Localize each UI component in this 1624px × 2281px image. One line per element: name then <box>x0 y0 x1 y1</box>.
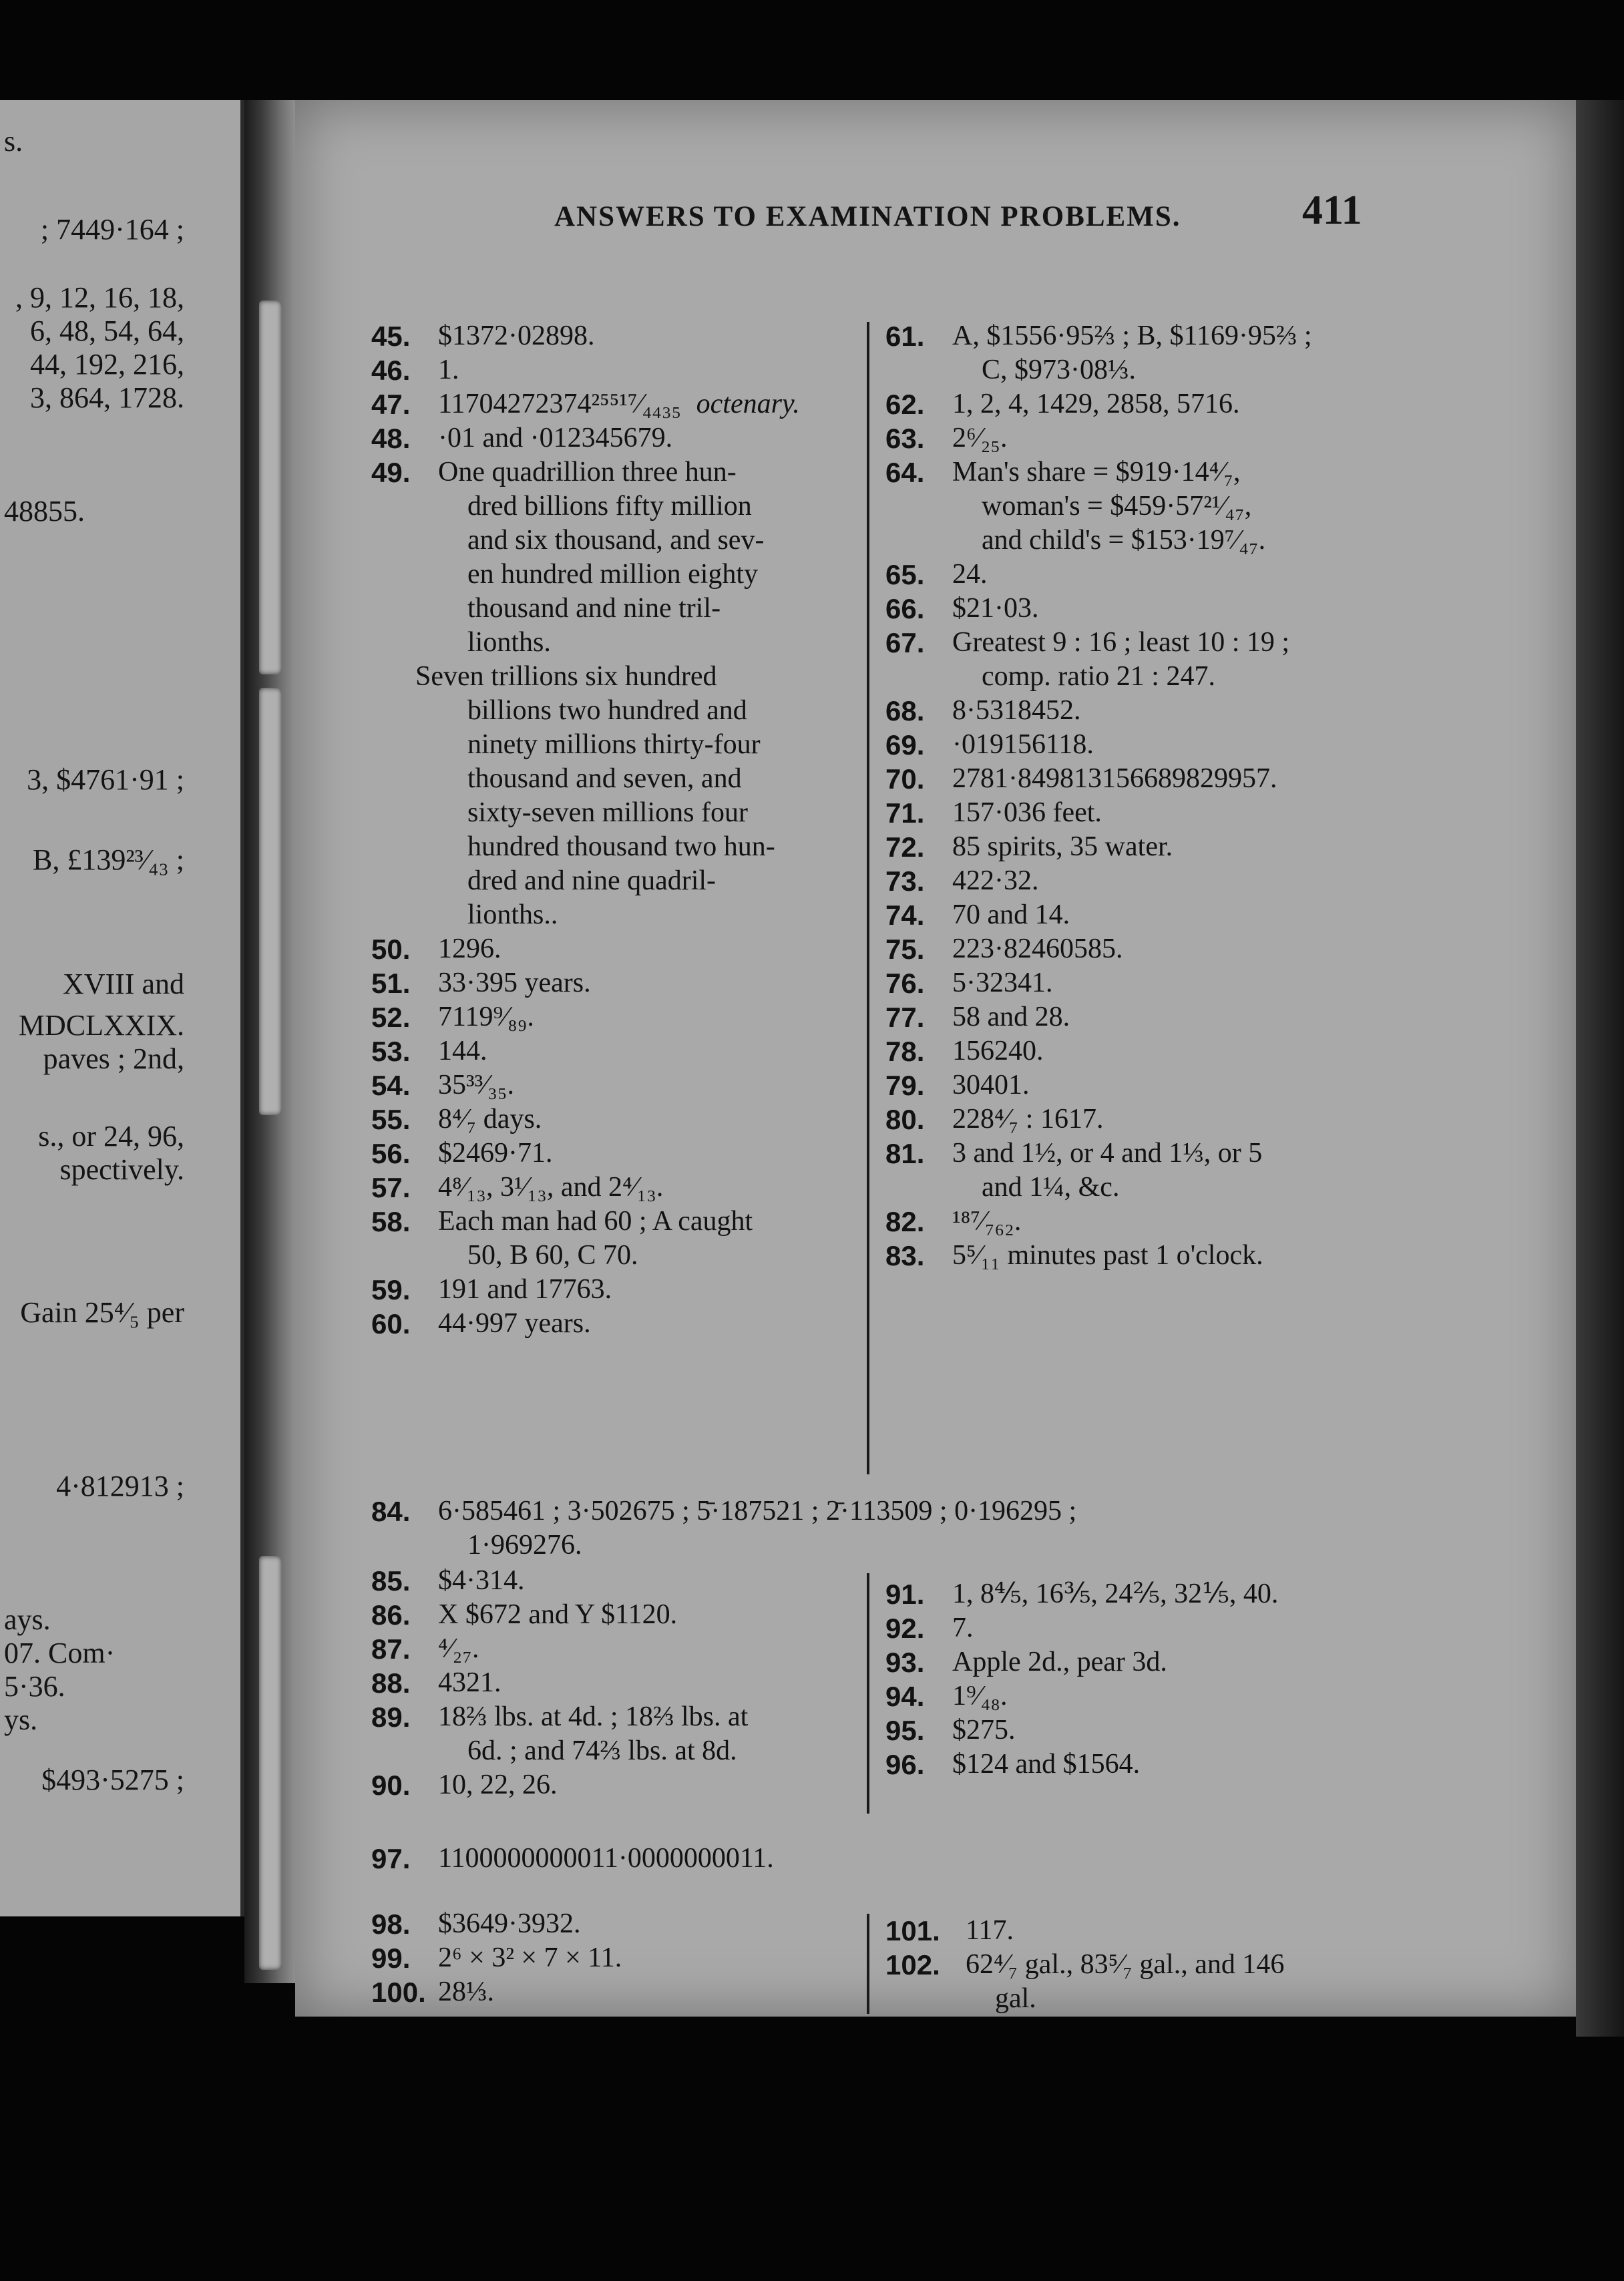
answer-line: dred billions fifty million <box>467 491 752 522</box>
answer-text <box>952 626 1289 694</box>
answer-line: $4·314. <box>438 1565 525 1596</box>
answer-entry <box>371 455 852 660</box>
facing-page-text: 07. Com· <box>4 1637 116 1669</box>
answer-entry <box>371 1171 852 1205</box>
problem-number: 79. <box>885 1070 925 1101</box>
answer-line: 18⅔ lbs. at 4d. ; 18⅔ lbs. at <box>438 1701 749 1732</box>
answer-line: $2469·71. <box>438 1138 553 1169</box>
problem-number: 61. <box>885 321 925 352</box>
answer-text <box>952 1068 1030 1102</box>
answer-text <box>438 1136 553 1171</box>
answer-full-width <box>371 1842 1373 1876</box>
facing-page-text: spectively. <box>59 1153 184 1186</box>
problem-number: 47. <box>371 389 411 420</box>
answer-entry <box>885 387 1500 421</box>
answer-text <box>438 1632 479 1666</box>
answer-line: 1100000000011·0000000011. <box>438 1843 774 1874</box>
answer-line: 50, B 60, C 70. <box>467 1240 638 1271</box>
answer-line: thousand and seven, and <box>467 763 742 794</box>
answer-entry <box>885 1068 1500 1102</box>
problem-number: 102. <box>885 1949 940 1981</box>
answer-entry <box>885 1747 1500 1782</box>
answer-text <box>438 455 764 660</box>
answer-entry <box>371 1000 852 1034</box>
problem-number: 101. <box>885 1915 940 1946</box>
answer-text <box>952 387 1240 421</box>
answer-entry <box>885 1914 1500 1948</box>
answer-text <box>952 1136 1262 1205</box>
problem-number: 71. <box>885 797 925 829</box>
answer-line: 5·32341. <box>952 968 1053 998</box>
answer-line: ·019156118. <box>952 729 1094 760</box>
book-page <box>295 100 1576 2017</box>
answer-text <box>952 558 988 592</box>
problem-number: 59. <box>371 1274 411 1305</box>
answer-line: 156240. <box>952 1036 1044 1066</box>
answer-text <box>438 1273 612 1307</box>
answer-line: ·01 and ·012345679. <box>438 423 673 453</box>
answer-text <box>438 1666 501 1700</box>
answer-line: $124 and $1564. <box>952 1749 1141 1780</box>
answer-text <box>438 1034 487 1068</box>
answer-line: 228⁴⁄₇ : 1617. <box>952 1104 1104 1134</box>
answer-text <box>952 1239 1263 1273</box>
problem-number: 99. <box>371 1942 411 1974</box>
answer-text <box>952 1000 1070 1034</box>
answer-entry <box>885 830 1500 864</box>
answer-entry <box>885 421 1500 455</box>
answer-line: 8⁴⁄₇ days. <box>438 1104 542 1134</box>
answer-full-width <box>371 1494 1373 1563</box>
problem-number: 56. <box>371 1138 411 1169</box>
answer-text <box>952 1611 974 1645</box>
answer-line: 144. <box>438 1036 487 1066</box>
answer-text <box>438 1102 542 1136</box>
answer-line: 30401. <box>952 1070 1030 1100</box>
problem-number: 50. <box>371 934 411 965</box>
answer-line: Apple 2d., pear 3d. <box>952 1647 1167 1677</box>
answers-column-right <box>885 319 1500 1273</box>
answer-entry <box>885 1611 1500 1645</box>
answer-text <box>952 1577 1278 1611</box>
answer-text <box>952 864 1039 898</box>
answer-text <box>438 1907 581 1941</box>
problem-number: 70. <box>885 763 925 795</box>
answer-entry <box>885 1679 1500 1713</box>
answer-line: 2⁶ × 3² × 7 × 11. <box>438 1942 622 1973</box>
problem-number: 85. <box>371 1565 411 1597</box>
answer-line: $1372·02898. <box>438 321 595 351</box>
problem-number: 58. <box>371 1206 411 1237</box>
answers-column-left <box>371 319 852 1341</box>
answer-line: 1, 2, 4, 1429, 2858, 5716. <box>952 389 1240 419</box>
problem-number: 64. <box>885 457 925 488</box>
answer-entry <box>885 694 1500 728</box>
column-divider <box>867 1914 869 2014</box>
answer-line: 3 and 1½, or 4 and 1⅓, or 5 <box>952 1138 1263 1169</box>
answer-entry <box>885 558 1500 592</box>
answer-entry <box>371 319 852 353</box>
answer-entry <box>371 1941 852 1975</box>
facing-page-text: paves ; 2nd, <box>43 1042 184 1075</box>
problem-number: 49. <box>371 457 411 488</box>
answer-entry <box>885 1136 1500 1205</box>
facing-page-text: ys. <box>4 1703 38 1736</box>
answer-entry <box>371 387 852 421</box>
answer-line: 157·036 feet. <box>952 797 1102 828</box>
answer-entry <box>371 1564 852 1598</box>
answer-text <box>438 387 800 421</box>
answer-entry <box>371 1768 852 1802</box>
problem-number: 82. <box>885 1206 925 1237</box>
answer-entry <box>885 864 1500 898</box>
answer-text <box>438 1941 622 1975</box>
answer-text <box>952 421 1007 455</box>
answer-line: ⁴⁄₂₇. <box>438 1633 479 1664</box>
answer-line: 1⁹⁄₄₈. <box>952 1681 1008 1711</box>
answer-text <box>438 1307 591 1341</box>
problem-number: 80. <box>885 1104 925 1135</box>
problem-number: 73. <box>885 865 925 897</box>
answer-entry <box>885 319 1500 387</box>
problem-number: 88. <box>371 1667 411 1699</box>
answer-line: 422·32. <box>952 865 1039 896</box>
answer-entry <box>371 1307 852 1341</box>
problem-number: 51. <box>371 968 411 999</box>
answer-entry <box>885 898 1500 932</box>
answer-entry <box>371 1842 1373 1876</box>
answer-line: Greatest 9 : 16 ; least 10 : 19 ; <box>952 627 1290 658</box>
column-divider <box>867 322 869 1474</box>
answer-text <box>438 1494 1076 1563</box>
answer-line: $3649·3932. <box>438 1908 581 1939</box>
answer-line: lionths. <box>467 627 551 658</box>
answer-line: 191 and 17763. <box>438 1274 612 1305</box>
problem-number: 45. <box>371 321 411 352</box>
facing-page-text: 3, 864, 1728. <box>30 381 184 414</box>
problem-number: 100. <box>371 1977 426 2008</box>
answer-text <box>952 1034 1044 1068</box>
answer-entry <box>885 1000 1500 1034</box>
answer-line: comp. ratio 21 : 247. <box>982 661 1215 692</box>
problem-number: 52. <box>371 1002 411 1033</box>
problem-number: 57. <box>371 1172 411 1203</box>
problem-number: 78. <box>885 1036 925 1067</box>
answer-line: lionths.. <box>467 899 558 930</box>
facing-page-text: 4·812913 ; <box>56 1470 184 1502</box>
answer-text <box>952 1645 1167 1679</box>
problem-number: 87. <box>371 1633 411 1665</box>
answer-text <box>952 796 1102 830</box>
answer-line: 11704272374²⁵⁵¹⁷⁄₄₄₃₅ octenary. <box>438 389 800 419</box>
answer-line: thousand and nine tril- <box>467 593 721 624</box>
problem-number: 92. <box>885 1613 925 1644</box>
problem-number: 46. <box>371 355 411 386</box>
facing-page-text: B, £139²³⁄₄₃ ; <box>33 843 184 876</box>
answer-line: 10, 22, 26. <box>438 1770 558 1800</box>
answers-column-right <box>885 1914 1500 2016</box>
answer-entry <box>885 1239 1500 1273</box>
problem-number: 81. <box>885 1138 925 1169</box>
answer-text <box>438 1205 753 1273</box>
column-divider <box>867 1573 869 1814</box>
problem-number: 91. <box>885 1579 925 1610</box>
answer-line: woman's = $459·57²¹⁄₄₇, <box>982 491 1252 522</box>
binding-stitch <box>259 1556 282 1970</box>
problem-number: 76. <box>885 968 925 999</box>
answers-column-left <box>371 1564 852 1802</box>
answer-text <box>438 1768 558 1802</box>
answer-text <box>952 898 1070 932</box>
facing-page-fragment <box>0 100 244 1916</box>
problem-number: 93. <box>885 1647 925 1678</box>
answer-line: One quadrillion three hun- <box>438 457 737 487</box>
problem-number: 84. <box>371 1496 411 1527</box>
answer-line: 223·82460585. <box>952 934 1123 964</box>
answer-entry <box>371 1068 852 1102</box>
problem-number: 69. <box>885 729 925 761</box>
problem-number: 65. <box>885 559 925 590</box>
answer-line: 2⁶⁄₂₅. <box>952 423 1008 453</box>
book-gutter <box>244 100 295 1983</box>
answer-text <box>952 728 1094 762</box>
answer-text <box>415 660 775 932</box>
problem-number: 74. <box>885 899 925 931</box>
answer-entry <box>371 660 852 932</box>
answer-entry <box>371 1598 852 1632</box>
answer-text <box>952 932 1123 966</box>
answer-text <box>438 932 501 966</box>
facing-page-text: Gain 25⁴⁄₅ per <box>20 1296 184 1329</box>
answer-text <box>438 966 591 1000</box>
answer-entry <box>371 1136 852 1171</box>
answer-entry <box>371 1494 1373 1563</box>
facing-page-text: 6, 48, 54, 64, <box>30 315 184 347</box>
answer-entry <box>371 932 852 966</box>
facing-page-text: , 9, 12, 16, 18, <box>15 281 184 314</box>
answer-line: Each man had 60 ; A caught <box>438 1206 753 1237</box>
answer-line: 1. <box>438 355 459 385</box>
answer-entry <box>885 966 1500 1000</box>
answer-line: sixty-seven millions four <box>467 797 748 828</box>
answer-line: and six thousand, and sev- <box>467 525 765 556</box>
answer-entry <box>885 1102 1500 1136</box>
answer-line: ¹⁸⁷⁄₇₆₂. <box>952 1206 1022 1237</box>
answer-text <box>438 421 672 455</box>
answer-text <box>438 1068 514 1102</box>
problem-number: 90. <box>371 1770 411 1801</box>
answer-text <box>966 1914 1014 1948</box>
answer-text <box>952 762 1277 796</box>
facing-page-text: 5·36. <box>4 1670 65 1703</box>
problem-number: 54. <box>371 1070 411 1101</box>
answer-text <box>952 1205 1021 1239</box>
answers-column-left <box>371 1907 852 2009</box>
answer-entry <box>885 728 1500 762</box>
answer-line: 1, 8⅘, 16⅗, 24⅖, 32⅕, 40. <box>952 1579 1279 1609</box>
facing-page-text: s., or 24, 96, <box>38 1120 184 1153</box>
answer-line: 35³³⁄₃₅. <box>438 1070 514 1100</box>
facing-page-text: MDCLXXIX. <box>18 1009 184 1042</box>
answer-entry <box>371 1273 852 1307</box>
facing-page-text: XVIII and <box>62 968 184 1000</box>
problem-number: 75. <box>885 934 925 965</box>
answer-text <box>438 1842 774 1876</box>
answer-entry <box>371 1975 852 2009</box>
problem-number: 66. <box>885 593 925 624</box>
answer-entry <box>885 1645 1500 1679</box>
problem-number: 98. <box>371 1908 411 1940</box>
answer-line: 85 spirits, 35 water. <box>952 831 1173 862</box>
problem-number: 96. <box>885 1749 925 1780</box>
answer-entry <box>885 1948 1500 2016</box>
answer-text <box>952 1679 1007 1713</box>
facing-page-text: 3, $4761·91 ; <box>27 763 184 796</box>
answer-line: 70 and 14. <box>952 899 1070 930</box>
answer-text <box>438 1975 494 2009</box>
problem-number: 95. <box>885 1715 925 1746</box>
answer-entry <box>371 1034 852 1068</box>
answer-entry <box>371 1700 852 1768</box>
answer-line: hundred thousand two hun- <box>467 831 775 862</box>
answer-line: gal. <box>995 1983 1036 2014</box>
problem-number: 86. <box>371 1599 411 1631</box>
answer-entry <box>885 1577 1500 1611</box>
answer-line: 62⁴⁄₇ gal., 83⁵⁄₇ gal., and 146 <box>966 1949 1285 1980</box>
answer-line: 6·585461 ; 3·502675 ; 5̄·187521 ; 2̄·113509 ; 0·196295 ; <box>438 1496 1077 1526</box>
page-edge-shadow <box>1576 100 1624 2037</box>
answer-entry <box>371 1907 852 1941</box>
answer-text <box>952 1102 1103 1136</box>
answer-entry <box>885 796 1500 830</box>
answer-entry <box>371 1666 852 1700</box>
answer-text <box>952 966 1053 1000</box>
problem-number: 55. <box>371 1104 411 1135</box>
answer-line: Man's share = $919·14⁴⁄₇, <box>952 457 1241 487</box>
facing-page-text: 44, 192, 216, <box>30 348 184 381</box>
answer-entry <box>371 1205 852 1273</box>
answer-entry <box>885 932 1500 966</box>
answer-text <box>438 1171 663 1205</box>
answer-line: 2781·849813156689829957. <box>952 763 1277 794</box>
answer-line: $21·03. <box>952 593 1039 624</box>
problem-number: 83. <box>885 1240 925 1271</box>
answer-entry <box>885 1205 1500 1239</box>
problem-number: 48. <box>371 423 411 454</box>
answer-text <box>952 1713 1016 1747</box>
page-number: 411 <box>1302 188 1362 233</box>
answer-text <box>952 319 1312 387</box>
binding-stitch <box>259 688 282 1115</box>
answer-text <box>438 353 459 387</box>
answer-line: X $672 and Y $1120. <box>438 1599 678 1630</box>
answer-line: ninety millions thirty-four <box>467 729 761 760</box>
answer-line: 7. <box>952 1613 974 1643</box>
answer-text <box>952 455 1265 558</box>
answer-line: 1296. <box>438 934 501 964</box>
answer-entry <box>371 421 852 455</box>
answer-entry <box>885 1034 1500 1068</box>
answer-text <box>438 1000 534 1034</box>
problem-number: 72. <box>885 831 925 863</box>
answer-entry <box>885 592 1500 626</box>
answer-text <box>966 1948 1284 2016</box>
answer-text <box>952 592 1039 626</box>
facing-page-text: 48855. <box>4 495 85 528</box>
answer-line: $275. <box>952 1715 1016 1745</box>
answer-line: en hundred million eighty <box>467 559 759 590</box>
answer-entry <box>885 626 1500 694</box>
answer-line: and child's = $153·19⁷⁄₄₇. <box>982 525 1266 556</box>
answer-line: 44·997 years. <box>438 1308 591 1339</box>
answer-entry <box>371 1632 852 1666</box>
answer-line: and 1¼, &c. <box>982 1172 1120 1203</box>
problem-number: 77. <box>885 1002 925 1033</box>
answer-line: billions two hundred and <box>467 695 747 726</box>
answer-line: 4321. <box>438 1667 501 1698</box>
binding-stitch <box>259 300 282 674</box>
answer-line: 8·5318452. <box>952 695 1081 726</box>
facing-page-text: s. <box>4 125 23 158</box>
problem-number: 63. <box>885 423 925 454</box>
answer-line: A, $1556·95⅔ ; B, $1169·95⅔ ; <box>952 321 1312 351</box>
answer-line: 117. <box>966 1915 1014 1946</box>
answer-line: 1·969276. <box>467 1530 582 1561</box>
answer-line: 58 and 28. <box>952 1002 1070 1032</box>
problem-number: 60. <box>371 1308 411 1339</box>
problem-number: 53. <box>371 1036 411 1067</box>
problem-number: 67. <box>885 627 925 658</box>
answer-line: 6d. ; and 74⅔ lbs. at 8d. <box>467 1735 737 1766</box>
answer-entry <box>885 455 1500 558</box>
problem-number: 97. <box>371 1843 411 1874</box>
facing-page-text: ; 7449·164 ; <box>40 213 184 246</box>
answer-text <box>438 1700 748 1768</box>
facing-page-text: ays. <box>4 1603 51 1636</box>
answer-text <box>438 1598 677 1632</box>
problem-number: 68. <box>885 695 925 727</box>
problem-number: 89. <box>371 1701 411 1733</box>
answer-line: 4⁸⁄₁₃, 3¹⁄₁₃, and 2⁴⁄₁₃. <box>438 1172 664 1203</box>
answer-suffix: octenary. <box>689 389 800 419</box>
answer-text <box>952 1747 1140 1782</box>
answer-entry <box>371 1102 852 1136</box>
answer-line: C, $973·08⅓. <box>982 355 1136 385</box>
answer-line: 28⅓. <box>438 1977 494 2007</box>
answer-entry <box>885 1713 1500 1747</box>
answer-line: Seven trillions six hundred <box>415 661 717 692</box>
answer-text <box>952 830 1173 864</box>
answer-text <box>952 694 1081 728</box>
answer-line: 24. <box>952 559 988 590</box>
problem-number: 62. <box>885 389 925 420</box>
answer-entry <box>371 353 852 387</box>
answer-text <box>438 319 595 353</box>
answer-line: 5⁵⁄₁₁ minutes past 1 o'clock. <box>952 1240 1263 1271</box>
answer-line: dred and nine quadril- <box>467 865 717 896</box>
answer-line: 7119⁹⁄₈₉. <box>438 1002 534 1032</box>
facing-page-text: $493·5275 ; <box>41 1764 184 1796</box>
answers-column-right <box>885 1577 1500 1782</box>
answer-entry <box>885 762 1500 796</box>
answer-text <box>438 1564 525 1598</box>
answer-line: 33·395 years. <box>438 968 591 998</box>
problem-number: 94. <box>885 1681 925 1712</box>
running-head: ANSWERS TO EXAMINATION PROBLEMS. <box>554 201 1181 232</box>
answer-entry <box>371 966 852 1000</box>
